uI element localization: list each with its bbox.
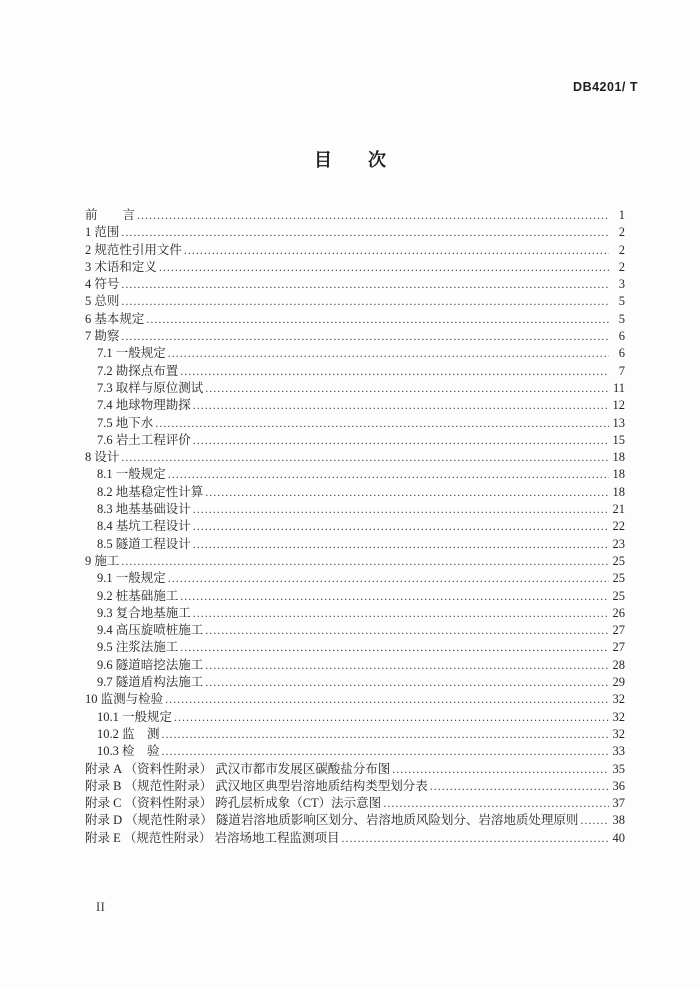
footer-page-number: II [96,900,106,914]
toc-page-number: 28 [612,657,625,672]
toc-dot-leader [121,293,609,310]
toc-entry-label: 9.5 注浆法施工 [97,640,179,655]
toc-dot-leader [184,242,609,259]
toc-entry-label: 10.1 一般规定 [97,709,173,724]
toc-page-number: 18 [612,484,625,499]
toc-entry[interactable] [85,466,625,483]
toc-page-number: 32 [612,692,625,707]
toc-entry-label: 7.3 取样与原位测试 [97,380,204,395]
toc-dot-leader [205,380,609,397]
toc-entry[interactable] [85,432,625,449]
toc-dot-leader [121,553,609,570]
toc-page-number: 25 [612,571,625,586]
toc-entry-label: 8.5 隧道工程设计 [97,536,191,551]
toc-entry[interactable] [85,501,625,518]
toc-dot-leader [162,743,609,760]
toc-dot-leader [193,518,609,535]
toc-entry[interactable] [85,812,625,829]
toc-entry-label: 8.2 地基稳定性计算 [97,484,204,499]
toc-dot-leader [121,449,609,466]
toc-dot-leader [205,622,609,639]
toc-entry-label: 7 勘察 [85,329,120,344]
toc-entry[interactable] [85,830,625,847]
toc-page-number: 37 [612,796,625,811]
toc-page-number: 26 [612,605,625,620]
toc-entry-label: 1 范围 [85,225,120,240]
toc-page-number: 2 [618,242,625,257]
toc-entry-label: 3 术语和定义 [85,259,157,274]
toc-dot-leader [146,311,609,328]
toc-entry[interactable] [85,743,625,760]
toc-page-number: 2 [618,259,625,274]
toc-entry-label: 7.5 地下水 [97,415,154,430]
toc-entry[interactable] [85,276,625,293]
toc-entry-label: 9.6 隧道暗挖法施工 [97,657,204,672]
toc-page-number: 15 [612,432,625,447]
toc-page-number: 29 [612,675,625,690]
toc-entry[interactable] [85,363,625,380]
toc-page-number: 40 [612,830,625,845]
toc-entry-label: 9.3 复合地基施工 [97,605,191,620]
toc-page-number: 12 [612,398,625,413]
toc-entry-label: 6 基本规定 [85,311,145,326]
toc-entry-label: 10.2 监 测 [97,726,160,741]
toc-entry-label: 2 规范性引用文件 [85,242,182,257]
toc-entry-label: 9.7 隧道盾构法施工 [97,675,204,690]
toc-entry-label: 附录 E （规范性附录） 岩溶场地工程监测项目 [85,830,340,845]
toc-entry[interactable] [85,657,625,674]
toc-page-number: 33 [612,744,625,759]
toc-entry-label: 附录 B （规范性附录） 武汉地区典型岩溶地质结构类型划分表 [85,778,428,793]
toc-dot-leader [193,432,609,449]
toc-entry[interactable] [85,345,625,362]
toc-page-number: 11 [612,380,625,395]
toc-page-number: 5 [618,294,625,309]
toc-page-number: 32 [612,726,625,741]
toc-entry[interactable] [85,622,625,639]
toc-entry-label: 附录 A （资料性附录） 武汉市都市发展区碳酸盐分布图 [85,761,391,776]
toc-dot-leader [180,588,609,605]
toc-entry-label: 10.3 检 验 [97,744,160,759]
toc-page-number: 1 [618,208,625,222]
toc-dot-leader [121,224,609,241]
toc-dot-leader [193,501,609,518]
toc-dot-leader [383,795,609,812]
toc-entry[interactable] [85,674,625,691]
toc-entry-label: 7.2 勘探点布置 [97,363,179,378]
toc-entry-label: 7.1 一般规定 [97,346,166,361]
toc-dot-leader [205,674,609,691]
toc-entry-label: 7.4 地球物理勘探 [97,398,191,413]
toc-entry-label: 9 施工 [85,553,120,568]
toc-entry[interactable] [85,605,625,622]
toc-entry-label: 8 设计 [85,450,120,465]
toc-page-number: 27 [612,640,625,655]
toc-dot-leader [168,570,609,587]
toc-dot-leader [155,415,609,432]
toc-page-number: 18 [612,467,625,482]
toc-dot-leader [180,363,609,380]
toc-entry-label: 9.1 一般规定 [97,571,166,586]
toc-page-number: 35 [612,761,625,776]
toc-entry-label: 8.3 地基基础设计 [97,502,191,517]
toc-entry-label: 4 符号 [85,277,120,292]
toc-entry[interactable] [85,224,625,241]
toc-dot-leader [168,345,609,362]
toc-dot-leader [137,207,609,224]
toc-page-number: 23 [612,536,625,551]
toc-dot-leader [121,328,609,345]
toc-list [85,207,625,847]
toc-entry-label: 前 言 [85,208,136,222]
toc-dot-leader [205,484,609,501]
toc-entry[interactable] [85,207,625,224]
toc-entry[interactable] [85,639,625,656]
toc-entry[interactable] [85,484,625,501]
toc-page-number: 25 [612,588,625,603]
toc-page-number: 32 [612,709,625,724]
toc-page-number: 18 [612,450,625,465]
toc-entry[interactable] [85,242,625,259]
toc-entry-label: 9.4 高压旋喷桩施工 [97,623,204,638]
toc-page-number: 6 [618,346,625,361]
toc-entry[interactable] [85,259,625,276]
toc-entry[interactable] [85,588,625,605]
toc-page-number: 2 [618,225,625,240]
toc-dot-leader [174,709,609,726]
toc-dot-leader [205,657,609,674]
toc-page-number: 7 [618,363,625,378]
toc-entry-label: 7.6 岩土工程评价 [97,432,191,447]
toc-dot-leader [162,726,609,743]
toc-page-number: 3 [618,277,625,292]
page-title: 目 次 [314,150,386,170]
toc-page-number: 22 [612,519,625,534]
toc-page-number: 27 [612,623,625,638]
toc-dot-leader [168,466,609,483]
toc-dot-leader [342,830,609,847]
toc-entry[interactable] [85,328,625,345]
toc-entry[interactable] [85,709,625,726]
document-code: DB4201/ T [573,80,638,94]
toc-dot-leader [180,639,609,656]
toc-entry-label: 8.4 基坑工程设计 [97,519,191,534]
toc-dot-leader [580,812,609,829]
toc-dot-leader [159,259,609,276]
toc-entry[interactable] [85,726,625,743]
toc-entry[interactable] [85,778,625,795]
toc-entry[interactable] [85,380,625,397]
toc-page-number: 25 [612,553,625,568]
toc-dot-leader [430,778,609,795]
toc-page-number: 38 [612,813,625,828]
toc-dot-leader [193,605,609,622]
toc-entry[interactable] [85,553,625,570]
toc-entry[interactable] [85,761,625,778]
toc-entry-label: 9.2 桩基础施工 [97,588,179,603]
toc-page-number: 21 [612,502,625,517]
toc-entry[interactable] [85,415,625,432]
toc-dot-leader [193,397,609,414]
toc-dot-leader [165,691,609,708]
toc-entry[interactable] [85,691,625,708]
toc-page-number: 6 [618,329,625,344]
toc-page-number: 36 [612,778,625,793]
toc-entry-label: 10 监测与检验 [85,692,164,707]
toc-entry[interactable] [85,311,625,328]
toc-page-number: 13 [612,415,625,430]
toc-entry[interactable] [85,449,625,466]
toc-entry-label: 5 总则 [85,294,120,309]
toc-entry-label: 8.1 一般规定 [97,467,166,482]
toc-dot-leader [193,536,609,553]
toc-page-number: 5 [618,311,625,326]
toc-entry[interactable] [85,536,625,553]
toc-entry-label: 附录 C （资料性附录） 跨孔层析成象（CT）法示意图 [85,796,382,811]
toc-entry[interactable] [85,293,625,310]
toc-entry[interactable] [85,397,625,414]
toc-entry[interactable] [85,570,625,587]
toc-dot-leader [392,761,609,778]
toc-entry[interactable] [85,518,625,535]
toc-entry[interactable] [85,795,625,812]
toc-dot-leader [121,276,609,293]
toc-entry-label: 附录 D （规范性附录） 隧道岩溶地质影响区划分、岩溶地质风险划分、岩溶地质处理原则 [85,813,579,828]
